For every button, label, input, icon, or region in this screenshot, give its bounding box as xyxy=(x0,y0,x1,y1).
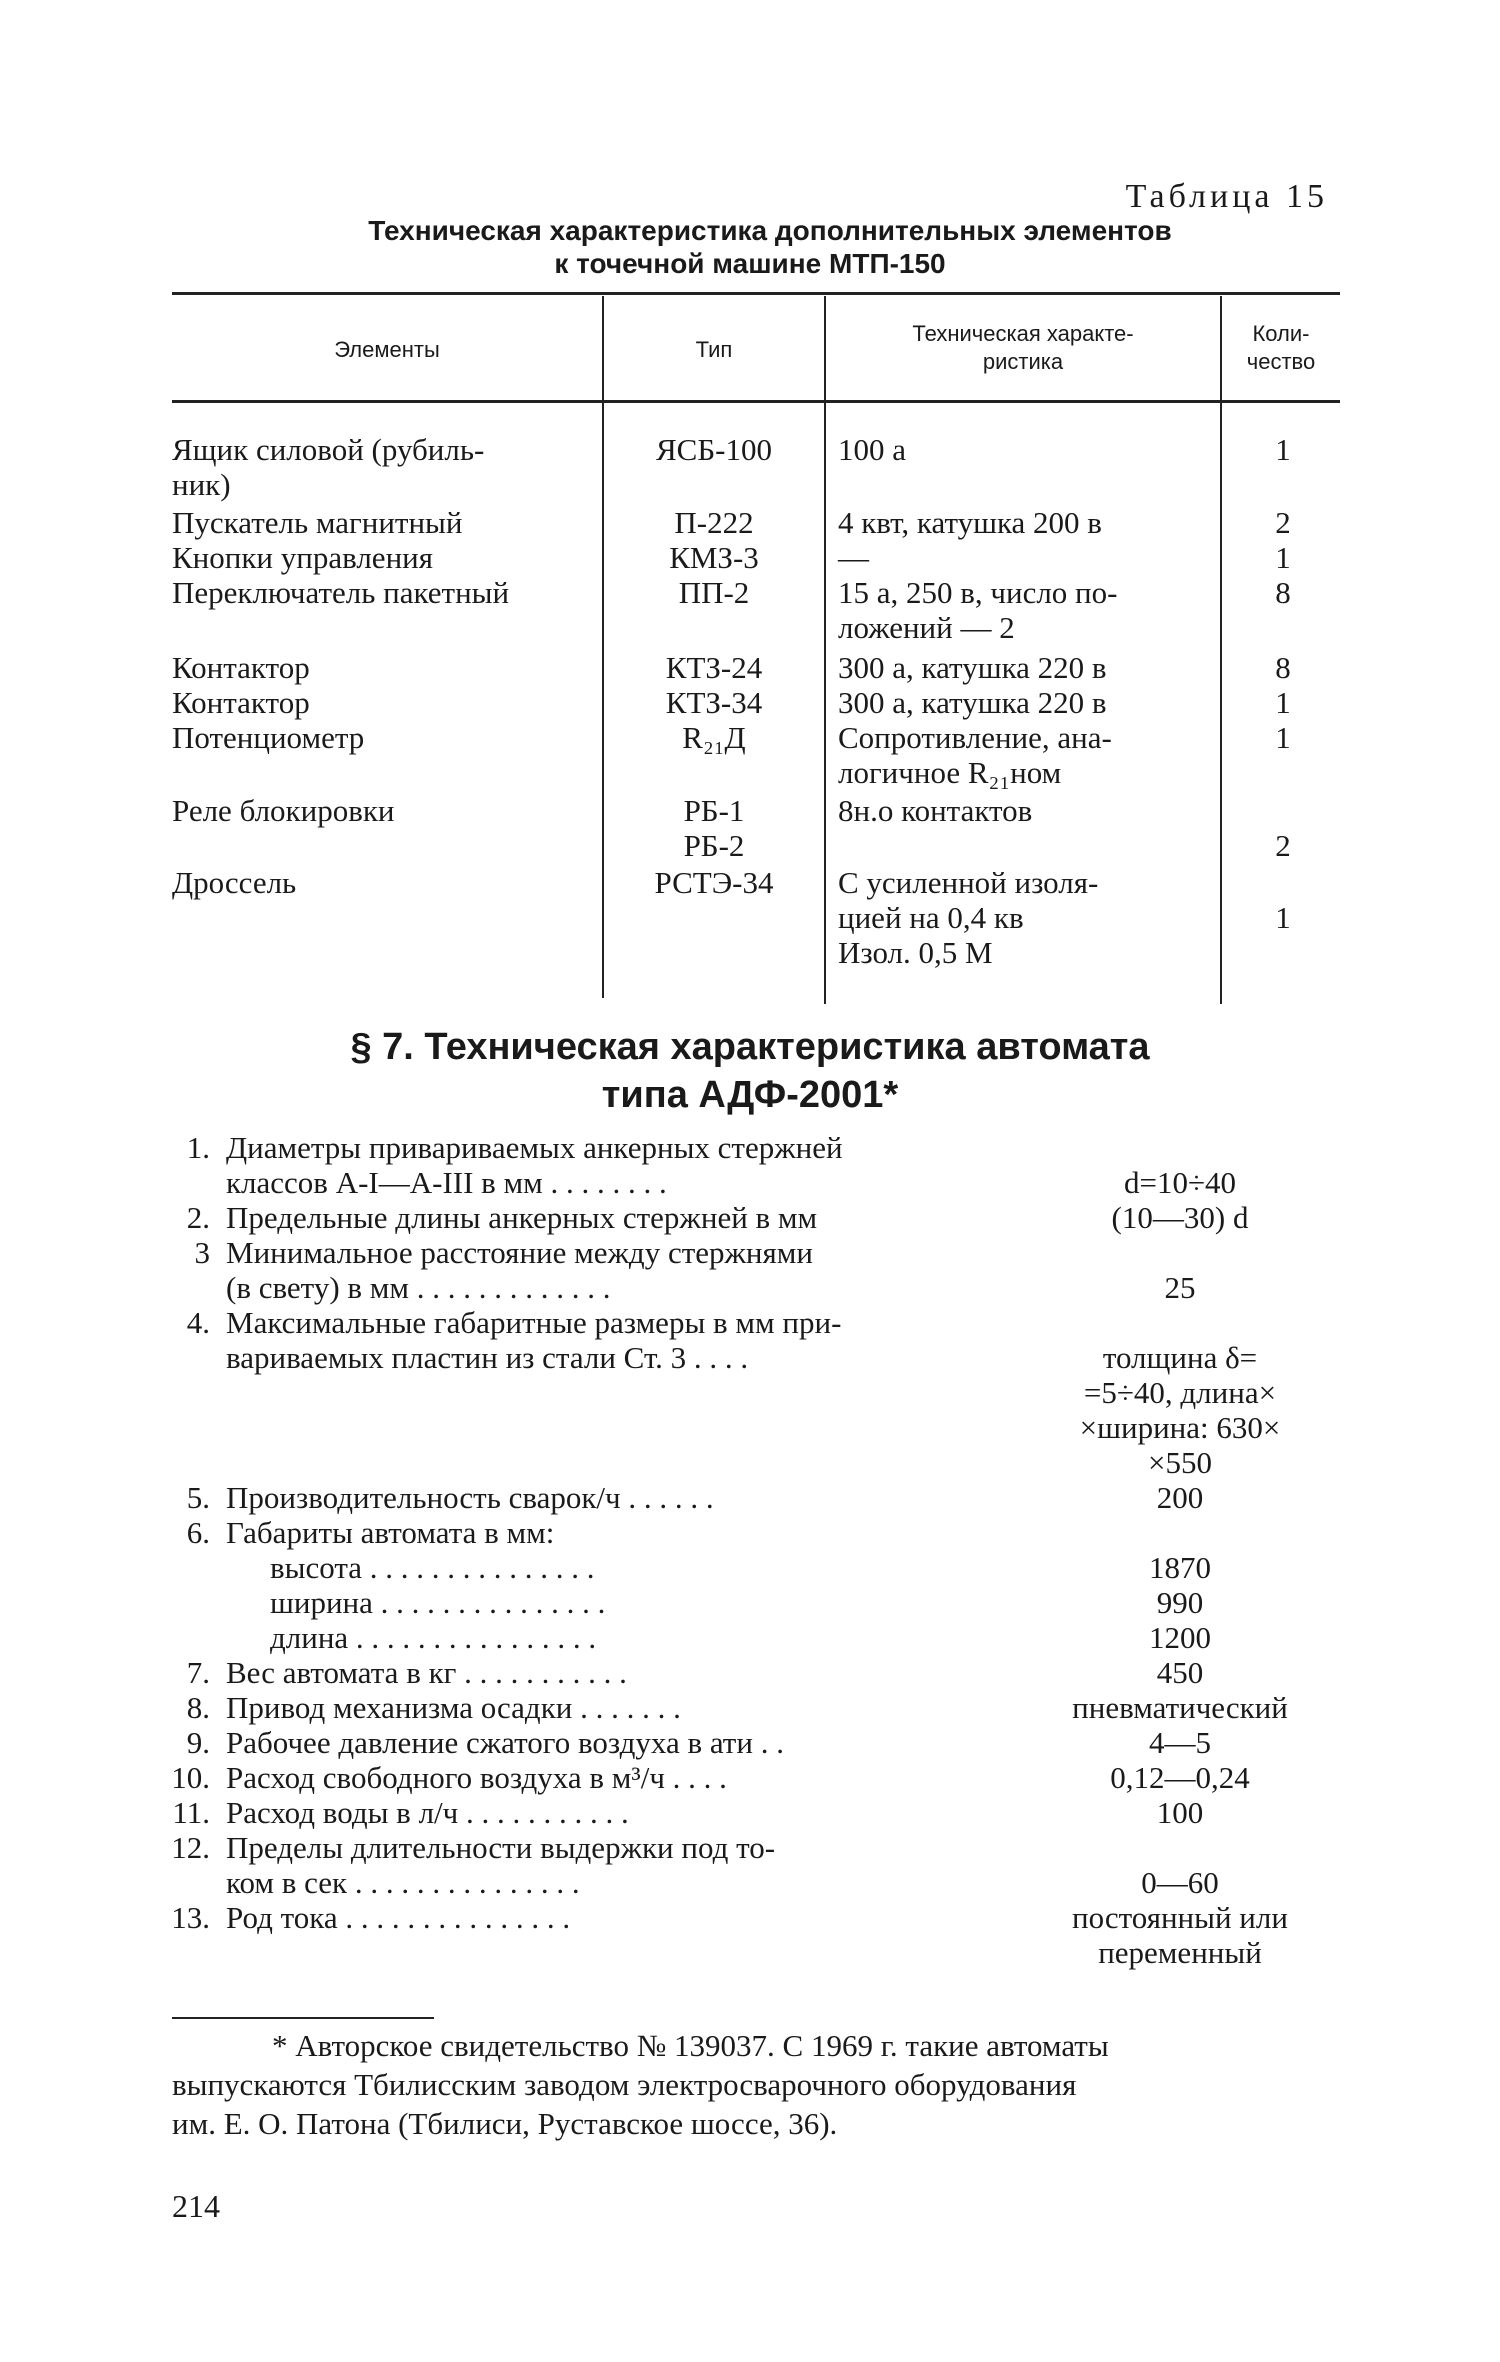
spec-item-value: =5÷40, длина× xyxy=(1083,1375,1277,1410)
element-quantity: 1 xyxy=(1275,540,1291,575)
footnote-line: им. Е. О. Патона (Тбилиси, Руставское шоссе, 36). xyxy=(172,2106,838,2141)
element-spec: С усиленной изоля- xyxy=(838,865,1099,900)
element-spec: Изол. 0,5 М xyxy=(838,935,993,970)
element-type: КМЗ-3 xyxy=(669,540,759,575)
spec-item-text: ширина . . . . . . . . . . . . . . . xyxy=(270,1585,606,1620)
spec-item-number: 7. xyxy=(186,1655,210,1690)
column-divider xyxy=(824,296,826,1004)
element-type: КТЗ-34 xyxy=(665,685,763,720)
element-spec: ложений — 2 xyxy=(838,610,1015,645)
spec-item-text: Привод механизма осадки . . . . . . . xyxy=(226,1690,681,1725)
spec-item-value: пневматический xyxy=(1072,1690,1288,1725)
header-type: Тип xyxy=(695,337,733,362)
spec-item-number: 11. xyxy=(172,1795,210,1830)
spec-item-text: Род тока . . . . . . . . . . . . . . . xyxy=(226,1900,571,1935)
spec-item-value: переменный xyxy=(1098,1935,1262,1970)
footnote-rule xyxy=(172,2017,434,2019)
element-quantity: 8 xyxy=(1275,575,1291,610)
header-spec xyxy=(826,320,1220,376)
page-number: 214 xyxy=(172,2188,220,2224)
element-quantity: 2 xyxy=(1275,828,1291,863)
element-spec: цией на 0,4 кв xyxy=(838,900,1024,935)
element-name: Переключатель пакетный xyxy=(172,575,510,610)
element-type: П-222 xyxy=(674,505,754,540)
table-header-rule xyxy=(172,400,1340,403)
section-subtitle: типа АДФ-2001* xyxy=(601,1074,899,1116)
element-quantity: 1 xyxy=(1275,900,1291,935)
element-quantity: 1 xyxy=(1275,720,1291,755)
element-spec: — xyxy=(838,540,869,575)
column-divider xyxy=(1220,296,1222,1004)
spec-item-value: 1200 xyxy=(1149,1620,1211,1655)
header-quantity xyxy=(1222,320,1340,376)
spec-item-value: ×ширина: 630× xyxy=(1079,1410,1281,1445)
spec-item-value: 0—60 xyxy=(1141,1865,1219,1900)
spec-item-text: Расход воды в л/ч . . . . . . . . . . . xyxy=(226,1795,629,1830)
element-name: Кнопки управления xyxy=(172,540,434,575)
spec-item-text: вариваемых пластин из стали Ст. 3 . . . . xyxy=(226,1340,749,1375)
spec-item-text: Максимальные габаритные размеры в мм при- xyxy=(226,1305,842,1340)
element-spec: 300 а, катушка 220 в xyxy=(838,685,1107,720)
spec-item-number: 5. xyxy=(186,1480,210,1515)
element-name: Реле блокировки xyxy=(172,793,395,828)
spec-item-text: Диаметры привариваемых анкерных стержней xyxy=(226,1130,843,1165)
element-spec: 4 квт, катушка 200 в xyxy=(838,505,1102,540)
spec-item-text: Вес автомата в кг . . . . . . . . . . . xyxy=(226,1655,627,1690)
section-title: § 7. Техническая характеристика автомата xyxy=(350,1026,1150,1068)
spec-item-value: ×550 xyxy=(1148,1445,1212,1480)
spec-item-text: ком в сек . . . . . . . . . . . . . . . xyxy=(226,1865,580,1900)
spec-item-value: 200 xyxy=(1156,1480,1204,1515)
element-spec: 300 а, катушка 220 в xyxy=(838,650,1107,685)
element-type: R₂₁Д xyxy=(682,720,746,755)
spec-item-text: классов А-I—А-III в мм . . . . . . . . xyxy=(226,1165,667,1200)
element-name: Ящик силовой (рубиль- xyxy=(172,432,485,467)
element-quantity: 1 xyxy=(1275,432,1291,467)
spec-item-value: d=10÷40 xyxy=(1124,1165,1236,1200)
spec-item-value: 990 xyxy=(1156,1585,1204,1620)
spec-item-text: длина . . . . . . . . . . . . . . . . xyxy=(270,1620,597,1655)
footnote-line: * Авторское свидетельство № 139037. С 1969 г. такие автоматы xyxy=(272,2028,1109,2063)
spec-item-number: 2. xyxy=(186,1200,210,1235)
spec-item-text: Пределы длительности выдержки под то- xyxy=(226,1830,776,1865)
table-subtitle: к точечной машине МТП-150 xyxy=(554,248,946,279)
element-quantity: 2 xyxy=(1275,505,1291,540)
spec-item-number: 4. xyxy=(186,1305,210,1340)
spec-item-text: Расход свободного воздуха в м³/ч . . . . xyxy=(226,1760,727,1795)
table-top-rule xyxy=(172,292,1340,295)
element-type: ПП-2 xyxy=(678,575,750,610)
spec-item-text: высота . . . . . . . . . . . . . . . xyxy=(270,1550,595,1585)
footnote-line: выпускаются Тбилисским заводом электросварочного оборудования xyxy=(172,2067,1077,2102)
spec-item-number: 6. xyxy=(186,1515,210,1550)
spec-item-text: Минимальное расстояние между стержнями xyxy=(226,1235,813,1270)
spec-item-value: толщина δ= xyxy=(1102,1340,1258,1375)
spec-item-number: 12. xyxy=(171,1830,210,1865)
footnote xyxy=(172,2026,1332,2143)
element-spec: Сопротивление, ана- xyxy=(838,720,1112,755)
spec-item-value: 450 xyxy=(1156,1655,1204,1690)
element-name: ник) xyxy=(172,467,231,502)
spec-item-text: Производительность сварок/ч . . . . . . xyxy=(226,1480,714,1515)
spec-item-value: 4—5 xyxy=(1149,1725,1211,1760)
element-spec: 100 а xyxy=(838,432,907,467)
header-spec-line: ристика xyxy=(982,349,1064,374)
table-title: Техническая характеристика дополнительных элементов xyxy=(368,215,1172,246)
spec-item-value: (10—30) d xyxy=(1111,1200,1249,1235)
element-type: КТЗ-24 xyxy=(665,650,763,685)
header-elements: Элементы xyxy=(334,337,440,362)
element-name: Контактор xyxy=(172,650,310,685)
element-spec: 15 а, 250 в, число по- xyxy=(838,575,1118,610)
element-name: Потенциометр xyxy=(172,720,365,755)
element-spec: 8н.о контактов xyxy=(838,793,1033,828)
spec-item-number: 8. xyxy=(186,1690,210,1725)
element-type: РБ-1 xyxy=(683,793,745,828)
element-type: РБ-2 xyxy=(683,828,745,863)
spec-item-value: постоянный или xyxy=(1072,1900,1288,1935)
spec-item-value: 25 xyxy=(1164,1270,1196,1305)
spec-item-text: Рабочее давление сжатого воздуха в ати . . xyxy=(226,1725,784,1760)
spec-item-number: 10. xyxy=(171,1760,210,1795)
element-type: РСТЭ-34 xyxy=(654,865,774,900)
header-quantity-line: чество xyxy=(1246,349,1316,374)
spec-item-text: (в свету) в мм . . . . . . . . . . . . . xyxy=(226,1270,611,1305)
spec-item-value: 1870 xyxy=(1149,1550,1211,1585)
spec-item-number: 3 xyxy=(194,1235,210,1270)
element-name: Контактор xyxy=(172,685,310,720)
spec-item-value: 100 xyxy=(1156,1795,1204,1830)
spec-item-value: 0,12—0,24 xyxy=(1110,1760,1250,1795)
spec-item-text: Предельные длины анкерных стержней в мм xyxy=(226,1200,818,1235)
spec-item-number: 13. xyxy=(171,1900,210,1935)
element-type: ЯСБ-100 xyxy=(656,432,772,467)
element-quantity: 8 xyxy=(1275,650,1291,685)
element-name: Дроссель xyxy=(172,865,297,900)
header-spec-line: Техническая характе- xyxy=(912,321,1134,346)
spec-item-number: 1. xyxy=(186,1130,210,1165)
element-spec: логичное R₂₁ном xyxy=(838,755,1062,790)
element-quantity: 1 xyxy=(1275,685,1291,720)
spec-item-text: Габариты автомата в мм: xyxy=(226,1515,555,1550)
spec-item-number: 9. xyxy=(186,1725,210,1760)
element-name: Пускатель магнитный xyxy=(172,505,463,540)
header-quantity-line: Коли- xyxy=(1252,321,1310,346)
table-number: Таблица 15 xyxy=(1125,178,1328,215)
